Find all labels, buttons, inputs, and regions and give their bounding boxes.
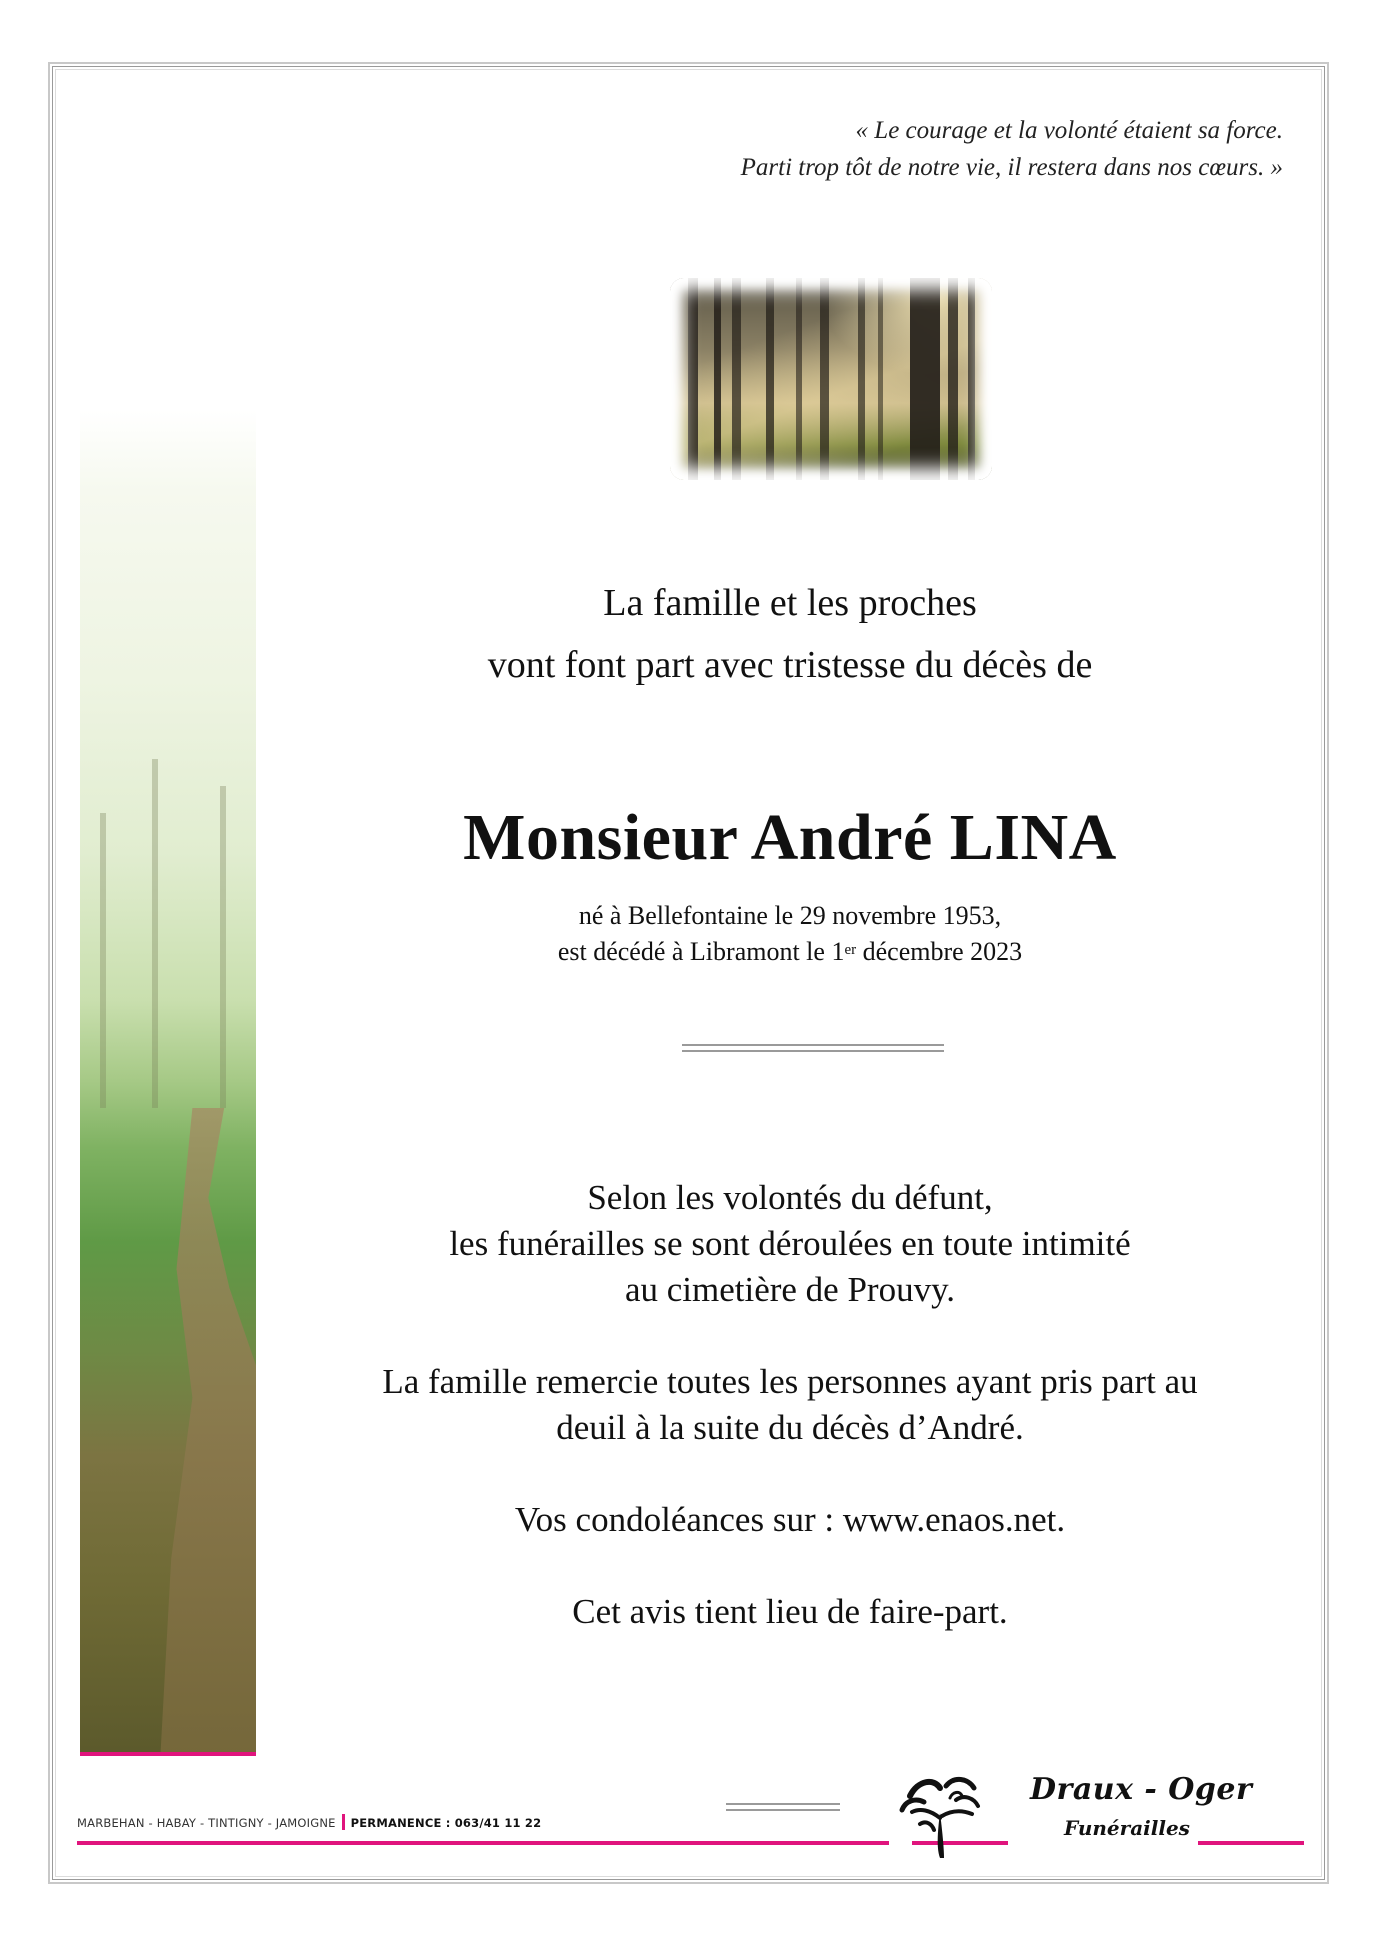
- thanks-line-1: La famille remercie toutes les personnes ayant pris part au: [382, 1362, 1198, 1401]
- funeral-paragraph: [300, 1175, 1280, 1313]
- birth-line: né à Bellefontaine le 29 novembre 1953,: [578, 901, 1002, 930]
- footer-separator-top: [726, 1803, 840, 1805]
- notice-paragraph: Cet avis tient lieu de faire-part.: [572, 1592, 1008, 1631]
- tree-icon: [890, 1768, 990, 1860]
- death-line-prefix: est décédé à Libramont le 1: [557, 937, 845, 966]
- quote-line-2: Parti trop tôt de notre vie, il restera dans nos cœurs. »: [740, 154, 1283, 181]
- birth-death-details: [300, 898, 1280, 970]
- separator-line-bottom: [682, 1050, 944, 1052]
- funeral-line-3: au cimetière de Prouvy.: [624, 1270, 956, 1309]
- band-accent-line: [80, 1752, 256, 1756]
- condolences-paragraph: Vos condoléances sur : www.enaos.net.: [514, 1500, 1066, 1539]
- footer-contact: [77, 1814, 541, 1830]
- footer-permanence: PERMANENCE : 063/41 11 22: [350, 1816, 542, 1830]
- company-logo-name: Draux - Oger: [1030, 1772, 1253, 1807]
- footer-separator-bottom: [726, 1809, 840, 1811]
- footer-accent-line-left: [77, 1841, 889, 1845]
- deceased-name: Monsieur André LINA: [463, 801, 1117, 874]
- separator-line-top: [682, 1044, 944, 1046]
- intro-line-1: La famille et les proches: [603, 582, 977, 624]
- thanks-line-2: deuil à la suite du décès d’André.: [556, 1408, 1024, 1447]
- epigraph-quote: [741, 112, 1283, 186]
- footer-locations: MARBEHAN - HABAY - TINTIGNY - JAMOIGNE: [77, 1816, 336, 1830]
- funeral-line-2: les funérailles se sont déroulées en toute intimité: [449, 1224, 1131, 1263]
- death-line-ordinal: er: [844, 942, 857, 958]
- death-line: [300, 934, 1280, 970]
- footer-divider: [342, 1814, 345, 1830]
- intro-line-2: vont font part avec tristesse du décès de: [487, 644, 1093, 686]
- company-logo-subtitle: Funérailles: [1064, 1816, 1190, 1840]
- announcement-intro: [300, 572, 1280, 696]
- thanks-paragraph: [300, 1359, 1280, 1451]
- forest-photo: [670, 278, 992, 480]
- footer-accent-line-right: [1198, 1841, 1304, 1845]
- forest-path-band-image: [80, 410, 256, 1752]
- quote-line-1: « Le courage et la volonté étaient sa force.: [855, 117, 1283, 144]
- death-line-suffix: décembre 2023: [856, 937, 1023, 966]
- funeral-line-1: Selon les volontés du défunt,: [587, 1178, 993, 1217]
